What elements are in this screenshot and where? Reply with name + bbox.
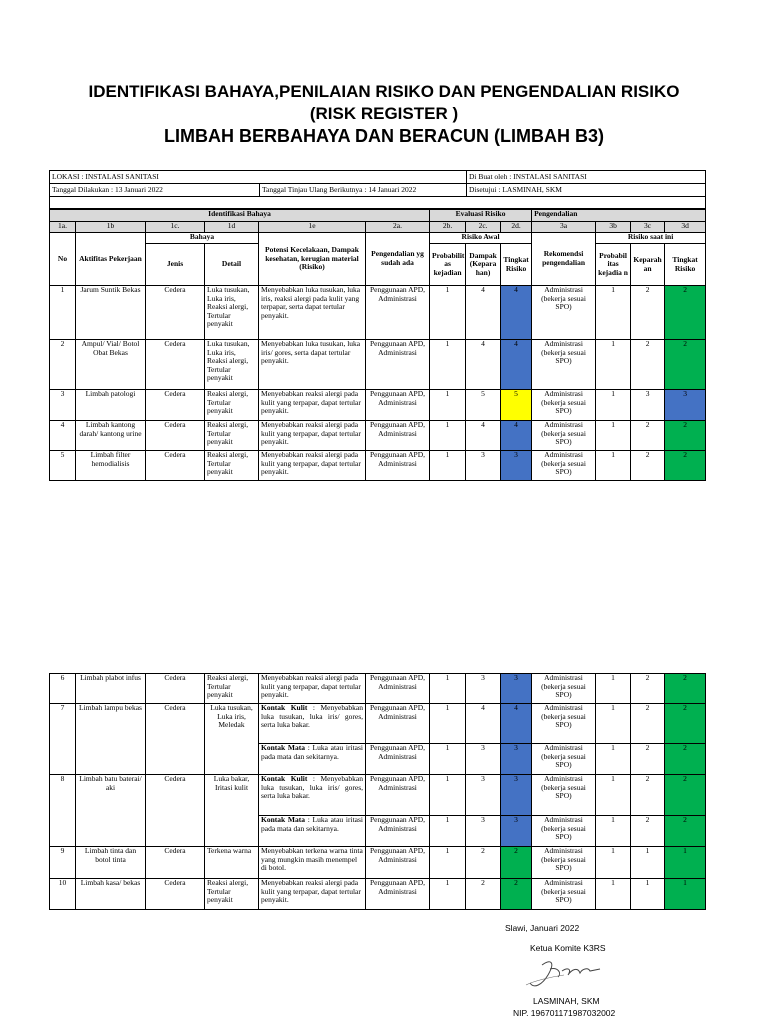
tanggal-tinjau: Tanggal Tinjau Ulang Berikutnya : 14 Januari 2022 (260, 184, 467, 197)
cell-rekomendasi: Administrasi (bekerja sesuai SPO) (532, 674, 596, 704)
cell-jenis: Cedera (146, 390, 205, 421)
cell-dampak: 3 (466, 451, 501, 481)
potensi-text: : Menyebabkan luka tusukan, luka iris/ gores, serta luka bakar. (261, 774, 364, 801)
cell-tingkat-risiko2: 2 (665, 704, 706, 744)
cell-keparahan2: 1 (631, 847, 665, 879)
cell-rekomendasi: Administrasi (bekerja sesuai SPO) (532, 286, 596, 340)
cell-probabilitas: 1 (430, 879, 466, 910)
potensi-text: : Menyebabkan luka tusukan, luka iris/ gores, serta luka bakar. (261, 703, 364, 730)
cell-probabilitas2: 1 (596, 879, 631, 910)
cell-keparahan2: 2 (631, 775, 665, 816)
cell-potensi: Menyebabkan reaksi alergi pada kulit yang terpapar, dapat tertular penyakit. (259, 451, 366, 481)
code-2c: 2c. (466, 222, 501, 233)
cell-aktifitas: Limbah kantong darah/ kantong urine (76, 421, 146, 451)
col-tingkat: Tingkat Risiko (501, 244, 532, 286)
disetujui: Disetujui : LASMINAH, SKM (467, 184, 706, 197)
signature-place-date: Slawi, Januari 2022 (505, 923, 580, 933)
cell-tingkat-risiko2: 2 (665, 674, 706, 704)
cell-probabilitas2: 1 (596, 704, 631, 744)
cell-aktifitas: Limbah tinta dan botol tinta (76, 847, 146, 879)
cell-no: 10 (50, 879, 76, 910)
col-detail: Detail (205, 244, 259, 286)
cell-pengendalian: Penggunaan APD, Administrasi (366, 451, 430, 481)
tanggal-dilakukan: Tanggal Dilakukan : 13 Januari 2022 (50, 184, 260, 197)
header-identifikasi: Identifikasi Bahaya (50, 210, 430, 222)
code-1e: 1e (259, 222, 366, 233)
cell-keparahan2: 2 (631, 340, 665, 390)
cell-probabilitas: 1 (430, 340, 466, 390)
cell-pengendalian: Penggunaan APD, Administrasi (366, 390, 430, 421)
cell-probabilitas: 1 (430, 451, 466, 481)
cell-detail: Reaksi alergi, Tertular penyakit (205, 879, 259, 910)
cell-tingkat-risiko: 3 (501, 816, 532, 847)
cell-probabilitas: 1 (430, 775, 466, 816)
col-jenis: Jenis (146, 244, 205, 286)
cell-pengendalian: Penggunaan APD, Administrasi (366, 340, 430, 390)
cell-rekomendasi: Administrasi (bekerja sesuai SPO) (532, 775, 596, 816)
col-keparahan2: Keparah an (631, 244, 665, 286)
cell-aktifitas: Limbah plabot infus (76, 674, 146, 704)
cell-aktifitas: Ampul/ Vial/ Botol Obat Bekas (76, 340, 146, 390)
cell-keparahan2: 1 (631, 879, 665, 910)
cell-pengendalian: Penggunaan APD, Administrasi (366, 847, 430, 879)
cell-dampak: 2 (466, 847, 501, 879)
cell-rekomendasi: Administrasi (bekerja sesuai SPO) (532, 421, 596, 451)
table-row (50, 340, 706, 390)
cell-keparahan2: 2 (631, 744, 665, 775)
code-3a: 3a (532, 222, 596, 233)
cell-tingkat-risiko2: 2 (665, 744, 706, 775)
cell-potensi: Menyebabkan terkena warna tinta yang mungkin masih menempel di botol. (259, 847, 366, 879)
cell-tingkat-risiko2: 1 (665, 879, 706, 910)
cell-no: 3 (50, 390, 76, 421)
cell-tingkat-risiko2: 2 (665, 451, 706, 481)
cell-no: 6 (50, 674, 76, 704)
cell-tingkat-risiko: 2 (501, 879, 532, 910)
header-evaluasi: Evaluasi Risiko (430, 210, 532, 222)
col-bahaya: Bahaya (146, 233, 259, 244)
code-1c: 1c. (146, 222, 205, 233)
cell-tingkat-risiko: 3 (501, 674, 532, 704)
cell-potensi: Menyebabkan luka tusukan, luka iris, reaksi alergi pada kulit yang terpapar, serta dapat tertular penyakit. (259, 286, 366, 340)
cell-probabilitas2: 1 (596, 775, 631, 816)
cell-probabilitas: 1 (430, 286, 466, 340)
cell-dampak: 4 (466, 340, 501, 390)
cell-probabilitas2: 1 (596, 816, 631, 847)
cell-pengendalian: Penggunaan APD, Administrasi (366, 775, 430, 816)
potensi-label: Kontak Kulit (261, 774, 308, 783)
cell-probabilitas2: 1 (596, 744, 631, 775)
cell-potensi: Menyebabkan reaksi alergi pada kulit yang terpapar, dapat tertular penyakit. (259, 390, 366, 421)
cell-dampak: 5 (466, 390, 501, 421)
cell-jenis: Cedera (146, 847, 205, 879)
cell-tingkat-risiko2: 2 (665, 340, 706, 390)
cell-detail: Reaksi alergi, Tertular penyakit (205, 451, 259, 481)
cell-tingkat-risiko: 3 (501, 775, 532, 816)
cell-pengendalian: Penggunaan APD, Administrasi (366, 286, 430, 340)
signature-nip: NIP. 196701171987032002 (513, 1008, 616, 1018)
potensi-label: Kontak Mata (261, 815, 305, 824)
col-risiko-saat-ini: Risiko saat ini (596, 233, 706, 244)
table-row (50, 847, 706, 879)
cell-rekomendasi: Administrasi (bekerja sesuai SPO) (532, 451, 596, 481)
cell-probabilitas2: 1 (596, 451, 631, 481)
cell-no: 7 (50, 704, 76, 775)
risk-table-page2 (49, 673, 706, 910)
col-potensi: Potensi Kecelakaan, Dampak kesehatan, kerugian material (Risiko) (259, 233, 366, 286)
cell-tingkat-risiko: 4 (501, 340, 532, 390)
cell-potensi-a (259, 775, 366, 816)
cell-potensi-a (259, 704, 366, 744)
cell-probabilitas2: 1 (596, 390, 631, 421)
cell-tingkat-risiko: 5 (501, 390, 532, 421)
cell-dampak: 3 (466, 744, 501, 775)
cell-jenis: Cedera (146, 674, 205, 704)
cell-jenis: Cedera (146, 879, 205, 910)
cell-probabilitas: 1 (430, 847, 466, 879)
col-risiko-awal: Risiko Awal (430, 233, 532, 244)
cell-potensi: Menyebabkan reaksi alergi pada kulit yang terpapar, dapat tertular penyakit. (259, 421, 366, 451)
code-2b: 2b. (430, 222, 466, 233)
code-2d: 2d. (501, 222, 532, 233)
cell-detail: Reaksi alergi, Tertular penyakit (205, 421, 259, 451)
cell-tingkat-risiko: 3 (501, 744, 532, 775)
potensi-text: : Luka atau iritasi pada mata dan sekitarnya. (261, 743, 363, 761)
cell-tingkat-risiko: 2 (501, 847, 532, 879)
cell-no: 9 (50, 847, 76, 879)
table-row (50, 451, 706, 481)
table-row (50, 390, 706, 421)
cell-jenis: Cedera (146, 421, 205, 451)
cell-aktifitas: Jarum Suntik Bekas (76, 286, 146, 340)
cell-probabilitas2: 1 (596, 674, 631, 704)
cell-dampak: 4 (466, 286, 501, 340)
col-pengendalian-sudah: Pengendalian yg sudah ada (366, 233, 430, 286)
signature-name: LASMINAH, SKM (533, 996, 600, 1006)
cell-pengendalian: Penggunaan APD, Administrasi (366, 704, 430, 744)
cell-no: 4 (50, 421, 76, 451)
cell-tingkat-risiko2: 2 (665, 816, 706, 847)
cell-rekomendasi: Administrasi (bekerja sesuai SPO) (532, 847, 596, 879)
cell-probabilitas: 1 (430, 816, 466, 847)
cell-rekomendasi: Administrasi (bekerja sesuai SPO) (532, 704, 596, 744)
cell-tingkat-risiko: 4 (501, 704, 532, 744)
col-probabilitas: Probabilit as kejadian (430, 244, 466, 286)
potensi-label: Kontak Kulit (261, 703, 308, 712)
cell-jenis: Cedera (146, 775, 205, 847)
cell-probabilitas: 1 (430, 390, 466, 421)
cell-keparahan2: 2 (631, 674, 665, 704)
cell-dampak: 3 (466, 775, 501, 816)
cell-keparahan2: 2 (631, 286, 665, 340)
table-row (50, 286, 706, 340)
cell-probabilitas2: 1 (596, 847, 631, 879)
cell-jenis: Cedera (146, 704, 205, 775)
cell-dampak: 3 (466, 674, 501, 704)
cell-aktifitas: Limbah patologi (76, 390, 146, 421)
cell-pengendalian: Penggunaan APD, Administrasi (366, 816, 430, 847)
cell-jenis: Cedera (146, 451, 205, 481)
col-rekomendasi: Rekomendsi pengendalian (532, 233, 596, 286)
cell-keparahan2: 2 (631, 816, 665, 847)
cell-potensi: Menyebabkan luka tusukan, luka iris/ gores, serta dapat tertular penyakit. (259, 340, 366, 390)
doc-title-line1: IDENTIFIKASI BAHAYA,PENILAIAN RISIKO DAN PENGENDALIAN RISIKO (88, 82, 680, 101)
cell-tingkat-risiko: 3 (501, 451, 532, 481)
table-row (50, 775, 706, 816)
cell-dampak: 2 (466, 879, 501, 910)
cell-tingkat-risiko2: 3 (665, 390, 706, 421)
cell-keparahan2: 3 (631, 390, 665, 421)
cell-rekomendasi: Administrasi (bekerja sesuai SPO) (532, 816, 596, 847)
cell-potensi-b (259, 816, 366, 847)
cell-detail: Terkena warna (205, 847, 259, 879)
info-table (49, 170, 706, 209)
cell-detail: Luka bakar, Iritasi kulit (205, 775, 259, 847)
cell-dampak: 4 (466, 421, 501, 451)
code-2a: 2a. (366, 222, 430, 233)
cell-jenis: Cedera (146, 286, 205, 340)
code-3b: 3b (596, 222, 631, 233)
cell-probabilitas2: 1 (596, 340, 631, 390)
table-row (50, 674, 706, 704)
cell-rekomendasi: Administrasi (bekerja sesuai SPO) (532, 744, 596, 775)
cell-probabilitas2: 1 (596, 286, 631, 340)
cell-no: 8 (50, 775, 76, 847)
cell-aktifitas: Limbah filter hemodialisis (76, 451, 146, 481)
cell-tingkat-risiko: 4 (501, 421, 532, 451)
cell-pengendalian: Penggunaan APD, Administrasi (366, 421, 430, 451)
cell-rekomendasi: Administrasi (bekerja sesuai SPO) (532, 340, 596, 390)
col-aktifitas: Aktifitas Pekerjaan (76, 233, 146, 286)
doc-title-line2: (RISK REGISTER ) (309, 104, 459, 123)
cell-detail: Luka tusukan, Luka iris, Meledak (205, 704, 259, 775)
lokasi: LOKASI : INSTALASI SANITASI (50, 171, 467, 184)
cell-probabilitas: 1 (430, 674, 466, 704)
cell-rekomendasi: Administrasi (bekerja sesuai SPO) (532, 879, 596, 910)
cell-potensi: Menyebabkan reaksi alergi pada kulit yang terpapar, dapat tertular penyakit. (259, 674, 366, 704)
cell-tingkat-risiko2: 2 (665, 421, 706, 451)
cell-tingkat-risiko: 4 (501, 286, 532, 340)
risk-table-page1 (49, 209, 706, 481)
code-1b: 1b (76, 222, 146, 233)
cell-pengendalian: Penggunaan APD, Administrasi (366, 879, 430, 910)
cell-keparahan2: 2 (631, 704, 665, 744)
cell-keparahan2: 2 (631, 421, 665, 451)
code-1d: 1d (205, 222, 259, 233)
signature-role: Ketua Komite K3RS (530, 943, 606, 953)
cell-dampak: 3 (466, 816, 501, 847)
dibuat-oleh: Di Buat oleh : INSTALASI SANITASI (467, 171, 706, 184)
code-1a: 1a. (50, 222, 76, 233)
cell-tingkat-risiko2: 2 (665, 775, 706, 816)
cell-detail: Luka tusukan, Luka iris, Reaksi alergi, Tertular penyakit (205, 340, 259, 390)
table-row (50, 421, 706, 451)
cell-potensi-b (259, 744, 366, 775)
cell-detail: Reaksi alergi, Tertular penyakit (205, 390, 259, 421)
cell-probabilitas: 1 (430, 421, 466, 451)
cell-detail: Reaksi alergi, Tertular penyakit (205, 674, 259, 704)
blank-row (50, 197, 706, 209)
cell-no: 1 (50, 286, 76, 340)
cell-aktifitas: Limbah kasa/ bekas (76, 879, 146, 910)
cell-keparahan2: 2 (631, 451, 665, 481)
cell-jenis: Cedera (146, 340, 205, 390)
col-probabilitas2: Probabil itas kejadia n (596, 244, 631, 286)
cell-aktifitas: Limbah batu baterai/ aki (76, 775, 146, 847)
cell-pengendalian: Penggunaan APD, Administrasi (366, 674, 430, 704)
cell-no: 2 (50, 340, 76, 390)
cell-probabilitas2: 1 (596, 421, 631, 451)
cell-pengendalian: Penggunaan APD, Administrasi (366, 744, 430, 775)
cell-no: 5 (50, 451, 76, 481)
code-3c: 3c (631, 222, 665, 233)
potensi-text: : Luka atau iritasi pada mata dan sekitarnya. (261, 815, 363, 833)
cell-rekomendasi: Administrasi (bekerja sesuai SPO) (532, 390, 596, 421)
doc-title-line3: LIMBAH BERBAHAYA DAN BERACUN (LIMBAH B3) (163, 126, 604, 146)
cell-dampak: 4 (466, 704, 501, 744)
cell-tingkat-risiko2: 1 (665, 847, 706, 879)
signature-scribble-icon (520, 955, 630, 997)
col-no: No (50, 233, 76, 286)
cell-potensi: Menyebabkan reaksi alergi pada kulit yang terpapar, dapat tertular penyakit. (259, 879, 366, 910)
cell-aktifitas: Limbah lampu bekas (76, 704, 146, 775)
potensi-label: Kontak Mata (261, 743, 305, 752)
cell-tingkat-risiko2: 2 (665, 286, 706, 340)
col-dampak: Dampak (Kepara han) (466, 244, 501, 286)
cell-probabilitas: 1 (430, 744, 466, 775)
cell-detail: Luka tusukan, Luka iris, Reaksi alergi, Tertular penyakit (205, 286, 259, 340)
header-pengendalian: Pengendalian (532, 210, 706, 222)
cell-probabilitas: 1 (430, 704, 466, 744)
code-3d: 3d (665, 222, 706, 233)
col-tingkat2: Tingkat Risiko (665, 244, 706, 286)
table-row (50, 879, 706, 910)
table-row (50, 704, 706, 744)
